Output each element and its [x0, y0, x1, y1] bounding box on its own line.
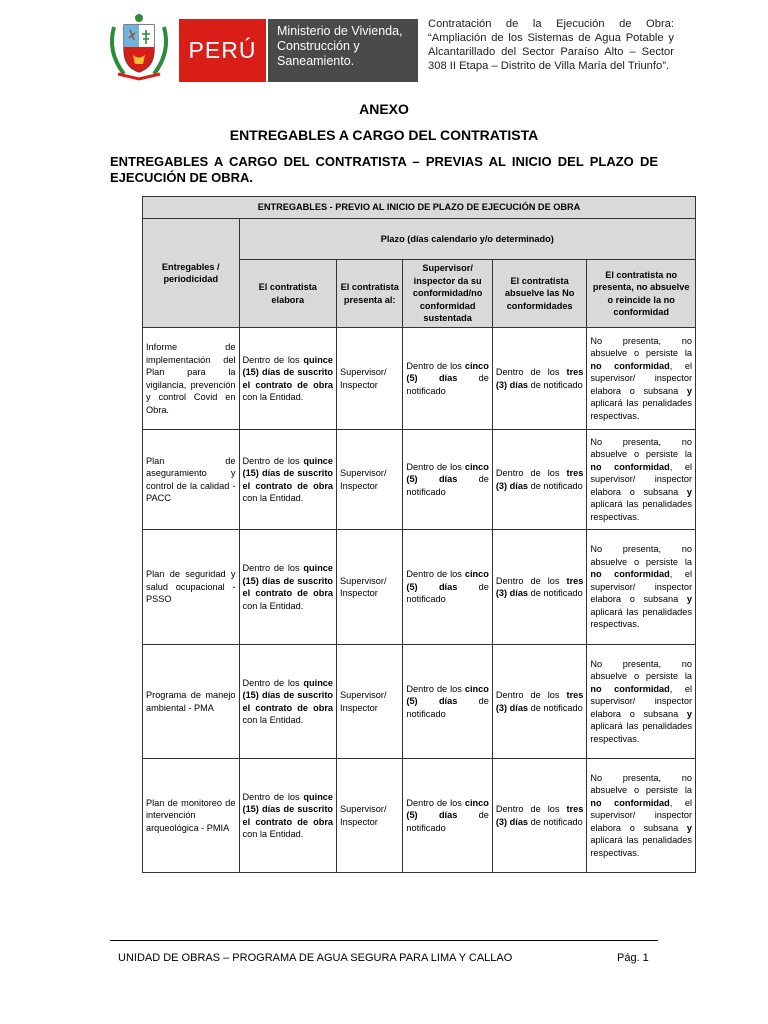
- col-header-entregables: Entregables / periodicidad: [143, 219, 240, 328]
- document-title: ENTREGABLES A CARGO DEL CONTRATISTA: [229, 127, 539, 143]
- presenta-text: Supervisor/ Inspector: [340, 367, 387, 390]
- absuelve-text: de notificado: [528, 702, 583, 713]
- absuelve-text: Dentro de los: [495, 367, 567, 377]
- elabora-deadline: quince (15) días de suscrito el contrato de obra: [242, 791, 334, 827]
- absuelve-cell: [492, 645, 587, 759]
- presenta-text: Supervisor/ Inspector: [340, 804, 387, 827]
- ministry-line: Saneamiento.: [277, 54, 355, 68]
- conformidad-deadline: cinco (5) días: [406, 360, 489, 384]
- entregable-text: Plan de aseguramiento y control de la calidad - PACC: [146, 455, 236, 503]
- entregable-cell: [143, 328, 240, 430]
- col-header-absuelve: El contratista absuelve las No conformidades: [492, 260, 587, 328]
- no-presenta-emphasis: no conformidad: [590, 797, 670, 808]
- no-presenta-text: No presenta, no absuelve o persiste la: [590, 335, 692, 359]
- no-presenta-cell: [587, 759, 696, 873]
- no-presenta-text: No presenta, no absuelve o persiste la: [590, 658, 692, 682]
- deliverables-table: [142, 196, 696, 873]
- no-presenta-emphasis: y: [686, 385, 692, 396]
- absuelve-cell: [492, 328, 587, 430]
- no-presenta-text: aplicará las penalidades respectivas.: [590, 721, 692, 744]
- no-presenta-emphasis: y: [686, 594, 692, 605]
- presenta-cell: [337, 645, 403, 759]
- entregable-text: Programa de manejo ambiental - PMA: [146, 690, 236, 713]
- page-number: Pág. 1: [617, 952, 649, 964]
- no-presenta-text: No presenta, no absuelve o persiste la: [590, 436, 692, 460]
- footer-unit: UNIDAD DE OBRAS – PROGRAMA DE AGUA SEGURA PARA LIMA Y CALLAO: [118, 952, 513, 964]
- elabora-text: Dentro de los: [242, 455, 304, 466]
- absuelve-text: Dentro de los: [495, 690, 567, 700]
- conformidad-deadline: cinco (5) días: [406, 797, 489, 821]
- absuelve-deadline: tres (3) días: [495, 367, 584, 390]
- col-header-presenta: El contratista presenta al:: [337, 260, 403, 328]
- section-subtitle: ENTREGABLES A CARGO DEL CONTRATISTA – PREVIAS AL INICIO DEL PLAZO DE EJECUCIÓN DE OBRA.: [110, 154, 658, 185]
- conformidad-deadline: cinco (5) días: [406, 569, 489, 592]
- no-presenta-cell: [587, 645, 696, 759]
- no-presenta-text: , el supervisor/ inspector elabora o subsana: [590, 683, 692, 719]
- elabora-cell: [239, 645, 337, 759]
- absuelve-text: de notificado: [528, 816, 583, 827]
- table-row: [143, 328, 696, 430]
- absuelve-text: Dentro de los: [495, 468, 567, 478]
- absuelve-deadline: tres (3) días: [495, 804, 584, 827]
- footer-divider: [110, 940, 658, 941]
- absuelve-text: de notificado: [528, 588, 583, 598]
- conformidad-text: de notificado: [406, 696, 489, 719]
- conformidad-cell: [403, 759, 492, 873]
- no-presenta-emphasis: no conformidad: [590, 360, 670, 371]
- peru-label: PERÚ: [188, 37, 257, 63]
- conformidad-text: de notificado: [406, 810, 489, 833]
- table-row: [143, 530, 696, 645]
- no-presenta-text: aplicará las penalidades respectivas.: [590, 835, 692, 858]
- elabora-text: Dentro de los: [242, 677, 304, 688]
- elabora-cell: [239, 530, 337, 645]
- conformidad-text: de notificado: [406, 373, 489, 396]
- elabora-text: con la Entidad.: [242, 829, 304, 839]
- contract-description: Contratación de la Ejecución de Obra: “Ampliación de los Sistemas de Agua Potable y Alcantarillado del Sector Paraíso Alto – Sector 308 II Etapa – Distrito de Villa María del Triunfo”.: [428, 18, 674, 72]
- elabora-cell: [239, 759, 337, 873]
- presenta-text: Supervisor/ Inspector: [340, 468, 387, 491]
- no-presenta-cell: [587, 328, 696, 430]
- elabora-cell: [239, 430, 337, 530]
- presenta-text: Supervisor/ Inspector: [340, 690, 387, 713]
- absuelve-deadline: tres (3) días: [495, 690, 584, 713]
- conformidad-text: Dentro de los: [406, 360, 465, 371]
- elabora-deadline: quince (15) días de suscrito el contrato de obra: [242, 563, 334, 598]
- conformidad-cell: [403, 328, 492, 430]
- no-presenta-text: aplicará las penalidades respectivas.: [590, 499, 692, 522]
- conformidad-cell: [403, 530, 492, 645]
- presenta-cell: [337, 430, 403, 530]
- absuelve-cell: [492, 530, 587, 645]
- ministry-label-box: [268, 19, 418, 82]
- conformidad-text: Dentro de los: [406, 569, 465, 580]
- entregable-cell: [143, 430, 240, 530]
- no-presenta-text: , el supervisor/ inspector elabora o subsana: [590, 360, 692, 396]
- presenta-cell: [337, 530, 403, 645]
- absuelve-text: de notificado: [528, 379, 583, 390]
- absuelve-cell: [492, 430, 587, 530]
- presenta-cell: [337, 759, 403, 873]
- conformidad-cell: [403, 430, 492, 530]
- no-presenta-text: No presenta, no absuelve o persiste la: [590, 544, 692, 567]
- ministry-line: Construcción y: [277, 39, 360, 53]
- elabora-text: con la Entidad.: [242, 600, 304, 611]
- table-caption: ENTREGABLES - PREVIO AL INICIO DE PLAZO DE EJECUCIÓN DE OBRA: [143, 197, 696, 219]
- conformidad-text: Dentro de los: [406, 461, 465, 472]
- conformidad-deadline: cinco (5) días: [406, 683, 489, 707]
- entregable-text: Plan de seguridad y salud ocupacional - PSSO: [146, 569, 236, 605]
- elabora-text: con la Entidad.: [242, 715, 304, 725]
- elabora-text: con la Entidad.: [242, 392, 304, 402]
- conformidad-text: de notificado: [406, 581, 489, 605]
- no-presenta-text: No presenta, no absuelve o persiste la: [590, 772, 692, 796]
- elabora-text: Dentro de los: [242, 791, 304, 802]
- entregable-cell: [143, 759, 240, 873]
- table-body: [143, 328, 696, 873]
- conformidad-text: de notificado: [406, 474, 489, 497]
- document-header: [104, 12, 684, 82]
- no-presenta-cell: [587, 430, 696, 530]
- elabora-text: Dentro de los: [242, 354, 304, 365]
- absuelve-deadline: tres (3) días: [495, 575, 584, 598]
- entregable-text: Informe de implementación del Plan para la vigilancia, prevención y control Covid en Obra.: [146, 342, 236, 415]
- absuelve-text: de notificado: [528, 480, 583, 491]
- elabora-text: Dentro de los: [242, 563, 304, 573]
- entregable-cell: [143, 530, 240, 645]
- no-presenta-emphasis: no conformidad: [590, 569, 670, 580]
- conformidad-deadline: cinco (5) días: [406, 461, 489, 485]
- table-row: [143, 430, 696, 530]
- no-presenta-emphasis: y: [686, 822, 692, 833]
- presenta-cell: [337, 328, 403, 430]
- elabora-deadline: quince (15) días de suscrito el contrato de obra: [242, 677, 334, 713]
- absuelve-text: Dentro de los: [495, 804, 567, 814]
- table-row: [143, 759, 696, 873]
- ministry-line: Ministerio de Vivienda,: [277, 24, 403, 38]
- no-presenta-text: , el supervisor/ inspector elabora o subsana: [590, 569, 692, 605]
- absuelve-text: Dentro de los: [495, 575, 567, 586]
- no-presenta-text: , el supervisor/ inspector elabora o subsana: [590, 797, 692, 833]
- elabora-deadline: quince (15) días de suscrito el contrato de obra: [242, 354, 334, 390]
- conformidad-text: Dentro de los: [406, 797, 465, 808]
- col-header-elabora: El contratista elabora: [239, 260, 337, 328]
- entregable-cell: [143, 645, 240, 759]
- conformidad-cell: [403, 645, 492, 759]
- coat-of-arms-icon: [104, 12, 174, 82]
- absuelve-deadline: tres (3) días: [495, 468, 584, 491]
- presenta-text: Supervisor/ Inspector: [340, 575, 387, 598]
- no-presenta-text: , el supervisor/ inspector elabora o subsana: [590, 461, 692, 497]
- no-presenta-text: aplicará las penalidades respectivas.: [590, 398, 692, 421]
- no-presenta-emphasis: y: [686, 708, 692, 719]
- anexo-heading: ANEXO: [359, 101, 409, 117]
- no-presenta-emphasis: y: [686, 486, 692, 497]
- conformidad-text: Dentro de los: [406, 683, 465, 694]
- col-header-no-presenta: El contratista no presenta, no absuelve o reincide la no conformidad: [587, 260, 696, 328]
- no-presenta-cell: [587, 530, 696, 645]
- col-header-conformidad: Supervisor/ inspector da su conformidad/no conformidad sustentada: [403, 260, 492, 328]
- no-presenta-text: aplicará las penalidades respectivas.: [590, 606, 692, 630]
- peru-label-box: [179, 19, 266, 82]
- plazo-header: Plazo (días calendario y/o determinado): [239, 219, 695, 260]
- elabora-deadline: quince (15) días de suscrito el contrato de obra: [242, 455, 334, 491]
- entregable-text: Plan de monitoreo de intervención arqueológica - PMIA: [146, 797, 236, 833]
- elabora-text: con la Entidad.: [242, 493, 304, 503]
- no-presenta-emphasis: no conformidad: [590, 461, 670, 472]
- absuelve-cell: [492, 759, 587, 873]
- elabora-cell: [239, 328, 337, 430]
- table-row: [143, 645, 696, 759]
- no-presenta-emphasis: no conformidad: [590, 683, 670, 694]
